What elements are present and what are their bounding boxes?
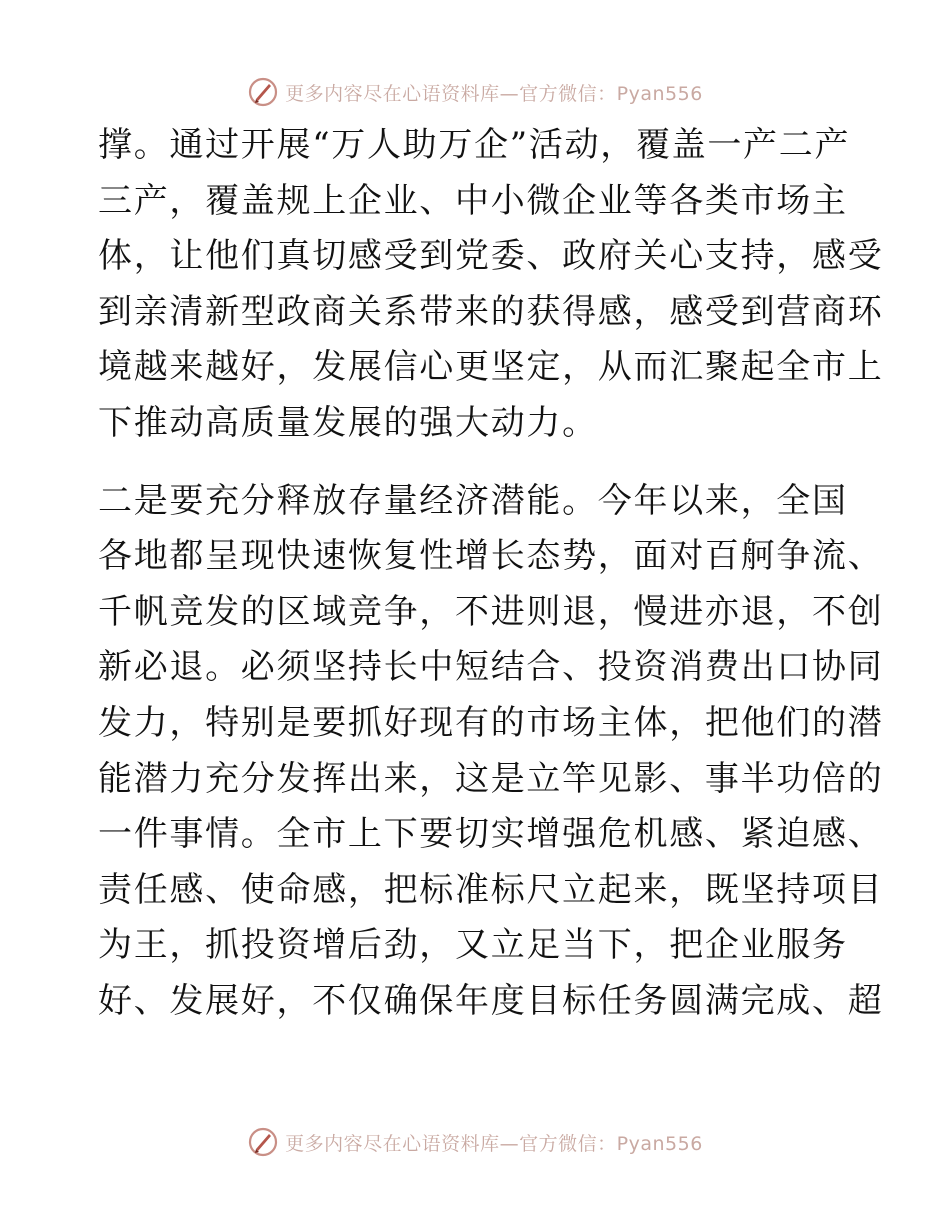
paragraph-spacer [98,452,858,474]
footer-watermark-text: 更多内容尽在心语资料库—官方微信：Pyan556 [285,1132,703,1155]
document-body [98,118,884,1030]
quill-logo-icon [247,1126,279,1158]
text-line: 三产，覆盖规上企业、中小微企业等各类市场主 [98,180,848,221]
header-watermark-text: 更多内容尽在心语资料库—官方微信：Pyan556 [285,82,703,105]
text-line: 撑。通过开展“万人助万企”活动，覆盖一产二产 [98,125,851,165]
text-line: 二是要充分释放存量经济潜能。今年以来，全国 [98,480,848,521]
header-watermark [0,72,950,112]
text-line: 一件事情。全市上下要切实增强危机感、紧迫感、 [98,814,884,855]
text-line: 到亲清新型政商关系带来的获得感，感受到营商环 [98,291,884,332]
footer-watermark [0,1122,950,1162]
text-line: 下推动高质量发展的强大动力。 [98,402,598,443]
paragraph-1 [98,118,884,452]
text-line: 责任感、使命感，把标准标尺立起来，既坚持项目 [98,869,884,910]
text-line: 千帆竞发的区域竞争，不进则退，慢进亦退，不创 [98,591,884,632]
paragraph-2 [98,474,884,1030]
text-line: 新必退。必须坚持长中短结合、投资消费出口协同 [98,647,884,688]
text-line: 为王，抓投资增后劲，又立足当下，把企业服务 [98,925,848,966]
quill-logo-icon [247,76,279,108]
text-line: 体，让他们真切感受到党委、政府关心支持，感受 [98,236,884,277]
text-line: 发力，特别是要抓好现有的市场主体，把他们的潜 [98,702,884,743]
text-line: 好、发展好，不仅确保年度目标任务圆满完成、超 [98,980,884,1021]
text-line: 能潜力充分发挥出来，这是立竿见影、事半功倍的 [98,758,884,799]
text-line: 境越来越好，发展信心更坚定，从而汇聚起全市上 [98,347,884,388]
text-line: 各地都呈现快速恢复性增长态势，面对百舸争流、 [98,536,884,577]
